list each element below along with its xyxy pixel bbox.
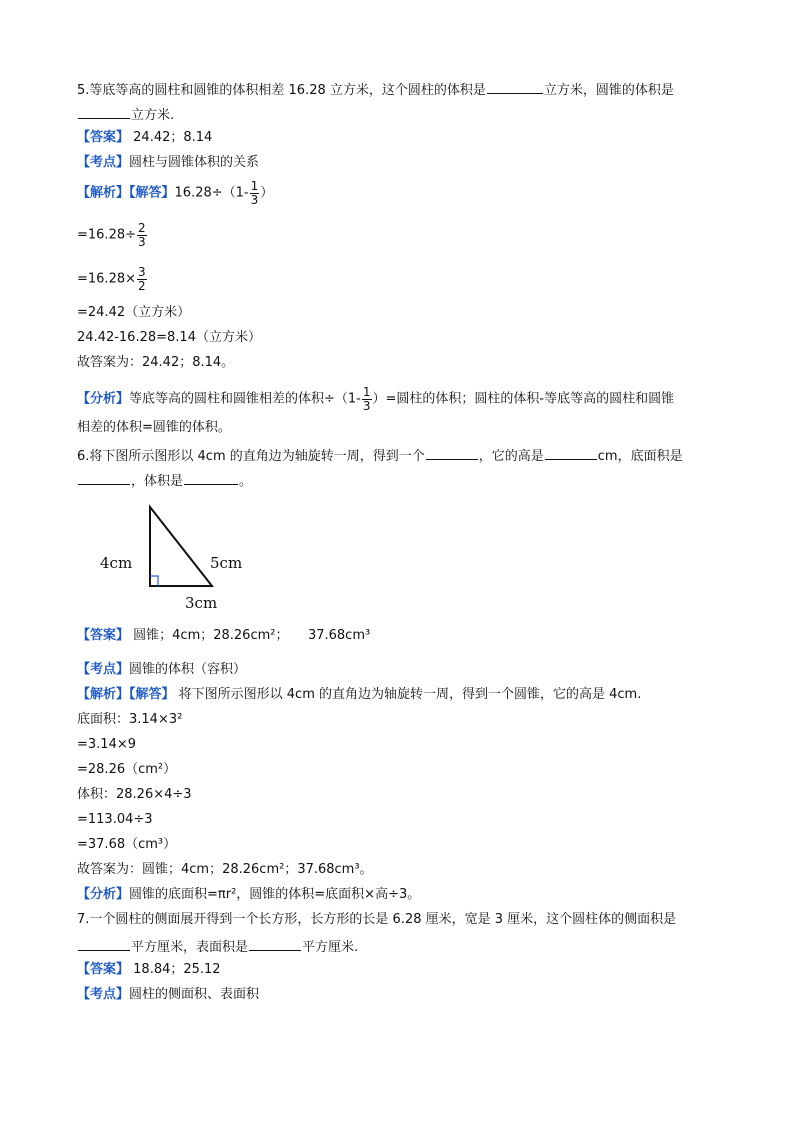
q6-fenxi-line — [77, 887, 420, 903]
q6-blank-4 — [184, 471, 238, 485]
q7-blank-2 — [249, 937, 301, 951]
q6-point-tag: 【考点】 — [77, 662, 130, 677]
triangle-label-hypotenuse: 5cm — [210, 554, 243, 572]
q5-step3-line — [77, 266, 148, 292]
q5-step1-pre: 16.28÷（1- — [174, 185, 249, 201]
q7-stem-text-c: 平方厘米. — [302, 940, 359, 955]
q6-answer: 圆锥；4cm；28.26cm²； 37.68cm³ — [129, 628, 371, 643]
q5-step2-line — [77, 222, 148, 248]
q5-frac2-den: 3 — [138, 234, 146, 249]
q5-conclusion-line: 故答案为：24.42；8.14。 — [77, 355, 235, 370]
q6-answer-line — [77, 628, 370, 644]
q5-answer: 24.42；8.14 — [129, 130, 213, 145]
q6-triangle-figure — [90, 500, 260, 615]
q6-point: 圆锥的体积（容积） — [129, 662, 247, 677]
q6-step2: =3.14×9 — [77, 737, 137, 752]
q6-step4: 体积：28.26×4÷3 — [77, 787, 192, 802]
q7-point-line — [77, 987, 259, 1003]
q6-analysis-tag: 【解析】【解答】 — [77, 687, 175, 702]
q5-stem-text-a: 5.等底等高的圆柱和圆锥的体积相差 16.28 立方米，这个圆柱的体积是 — [77, 83, 486, 98]
q5-point: 圆柱与圆锥体积的关系 — [129, 155, 260, 170]
triangle-label-height: 4cm — [100, 554, 133, 572]
q6-analysis: 将下图所示图形以 4cm 的直角边为轴旋转一周，得到一个圆锥，它的高是 4cm. — [174, 687, 642, 702]
q7-answer-tag: 【答案】 — [77, 962, 130, 977]
q5-frac2-num: 2 — [138, 221, 146, 235]
triangle-shape — [150, 507, 212, 586]
q5-fenxi-a: 等底等高的圆柱和圆锥相差的体积÷（1- — [129, 391, 361, 407]
q6-step3: =28.26（cm²） — [77, 762, 177, 777]
q5-fenxi-fraction — [362, 386, 372, 412]
q5-stem-line2 — [77, 105, 174, 124]
q6-fenxi-tag: 【分析】 — [77, 887, 130, 902]
q5-stem-text-c: 立方米. — [131, 108, 175, 123]
q5-answer-line — [77, 130, 212, 146]
q6-answer-tag: 【答案】 — [77, 628, 130, 643]
q5-step4-line: =24.42（立方米） — [77, 305, 191, 320]
q5-blank-2 — [78, 105, 130, 119]
triangle-label-base: 3cm — [185, 594, 218, 612]
q5-step3-pre: =16.28× — [77, 271, 137, 287]
q7-stem-text-a: 7.一个圆柱的侧面展开得到一个长方形，长方形的长是 6.28 厘米，宽是 3 厘米，这个圆柱体的侧面积是 — [77, 912, 677, 927]
q5-frac3-den: 2 — [138, 278, 146, 293]
q6-stem-line2 — [77, 471, 252, 490]
q7-blank-1 — [78, 937, 130, 951]
q6-stem-text-a: 6.将下图所示图形以 4cm 的直角边为轴旋转一周，得到一个 — [77, 449, 425, 464]
q6-stem-text-c: cm，底面积是 — [597, 449, 683, 464]
q7-point-tag: 【考点】 — [77, 987, 130, 1002]
q5-point-tag: 【考点】 — [77, 155, 130, 170]
q5-fraction-two-thirds — [137, 222, 147, 248]
q6-stem-text-e: 。 — [239, 474, 253, 489]
q7-stem-text-b: 平方厘米，表面积是 — [131, 940, 249, 955]
q5-fraction-three-halves — [137, 266, 147, 292]
q6-blank-1 — [426, 446, 478, 460]
q5-frac-den: 3 — [250, 192, 259, 207]
q5-fenxi-line2: 相差的体积=圆锥的体积。 — [77, 420, 231, 435]
q6-stem-text-b: ，它的高是 — [478, 449, 544, 464]
right-angle-marker — [150, 576, 158, 586]
q5-stem-text-b: 立方米，圆锥的体积是 — [543, 83, 674, 98]
q6-fenxi: 圆锥的底面积=πr²，圆锥的体积=底面积×高÷3。 — [129, 887, 421, 902]
q6-conclusion: 故答案为：圆锥；4cm；28.26cm²；37.68cm³。 — [77, 862, 373, 877]
q6-stem-text-d: ，体积是 — [131, 474, 184, 489]
q6-stem-line1 — [77, 446, 683, 465]
q7-stem-line2 — [77, 937, 358, 956]
q5-fenxi-frac-den: 3 — [362, 398, 371, 413]
q7-point: 圆柱的侧面积、表面积 — [129, 987, 260, 1002]
q5-stem-line1 — [77, 80, 674, 99]
q6-blank-2 — [545, 446, 597, 460]
q5-step5-line: 24.42-16.28=8.14（立方米） — [77, 330, 261, 345]
q6-blank-3 — [78, 471, 130, 485]
q5-fraction-one-third — [250, 180, 260, 206]
q5-frac3-num: 3 — [138, 265, 146, 279]
q5-blank-1 — [487, 80, 543, 94]
q5-frac-num: 1 — [250, 179, 259, 193]
q6-analysis-line — [77, 687, 641, 703]
q5-step2-pre: =16.28÷ — [77, 227, 137, 243]
q7-answer-line — [77, 962, 221, 978]
q5-fenxi-frac-num: 1 — [362, 385, 371, 399]
q5-fenxi-tag: 【分析】 — [77, 391, 130, 407]
q5-point-line — [77, 155, 259, 171]
q6-step1: 底面积：3.14×3² — [77, 712, 183, 727]
q5-analysis-tag: 【解析】【解答】 — [77, 185, 175, 201]
q6-point-line — [77, 662, 246, 678]
q5-answer-tag: 【答案】 — [77, 130, 130, 145]
q7-stem-line1 — [77, 912, 676, 928]
q6-step5: =113.04÷3 — [77, 812, 153, 827]
q7-answer: 18.84；25.12 — [129, 962, 221, 977]
q6-step6: =37.68（cm³） — [77, 837, 177, 852]
q5-fenxi-b: ）=圆柱的体积；圆柱的体积-等底等高的圆柱和圆锥 — [372, 391, 675, 407]
q5-step1-post: ） — [260, 185, 274, 201]
q5-analysis-line — [77, 180, 273, 206]
q5-fenxi-line1 — [77, 386, 674, 412]
